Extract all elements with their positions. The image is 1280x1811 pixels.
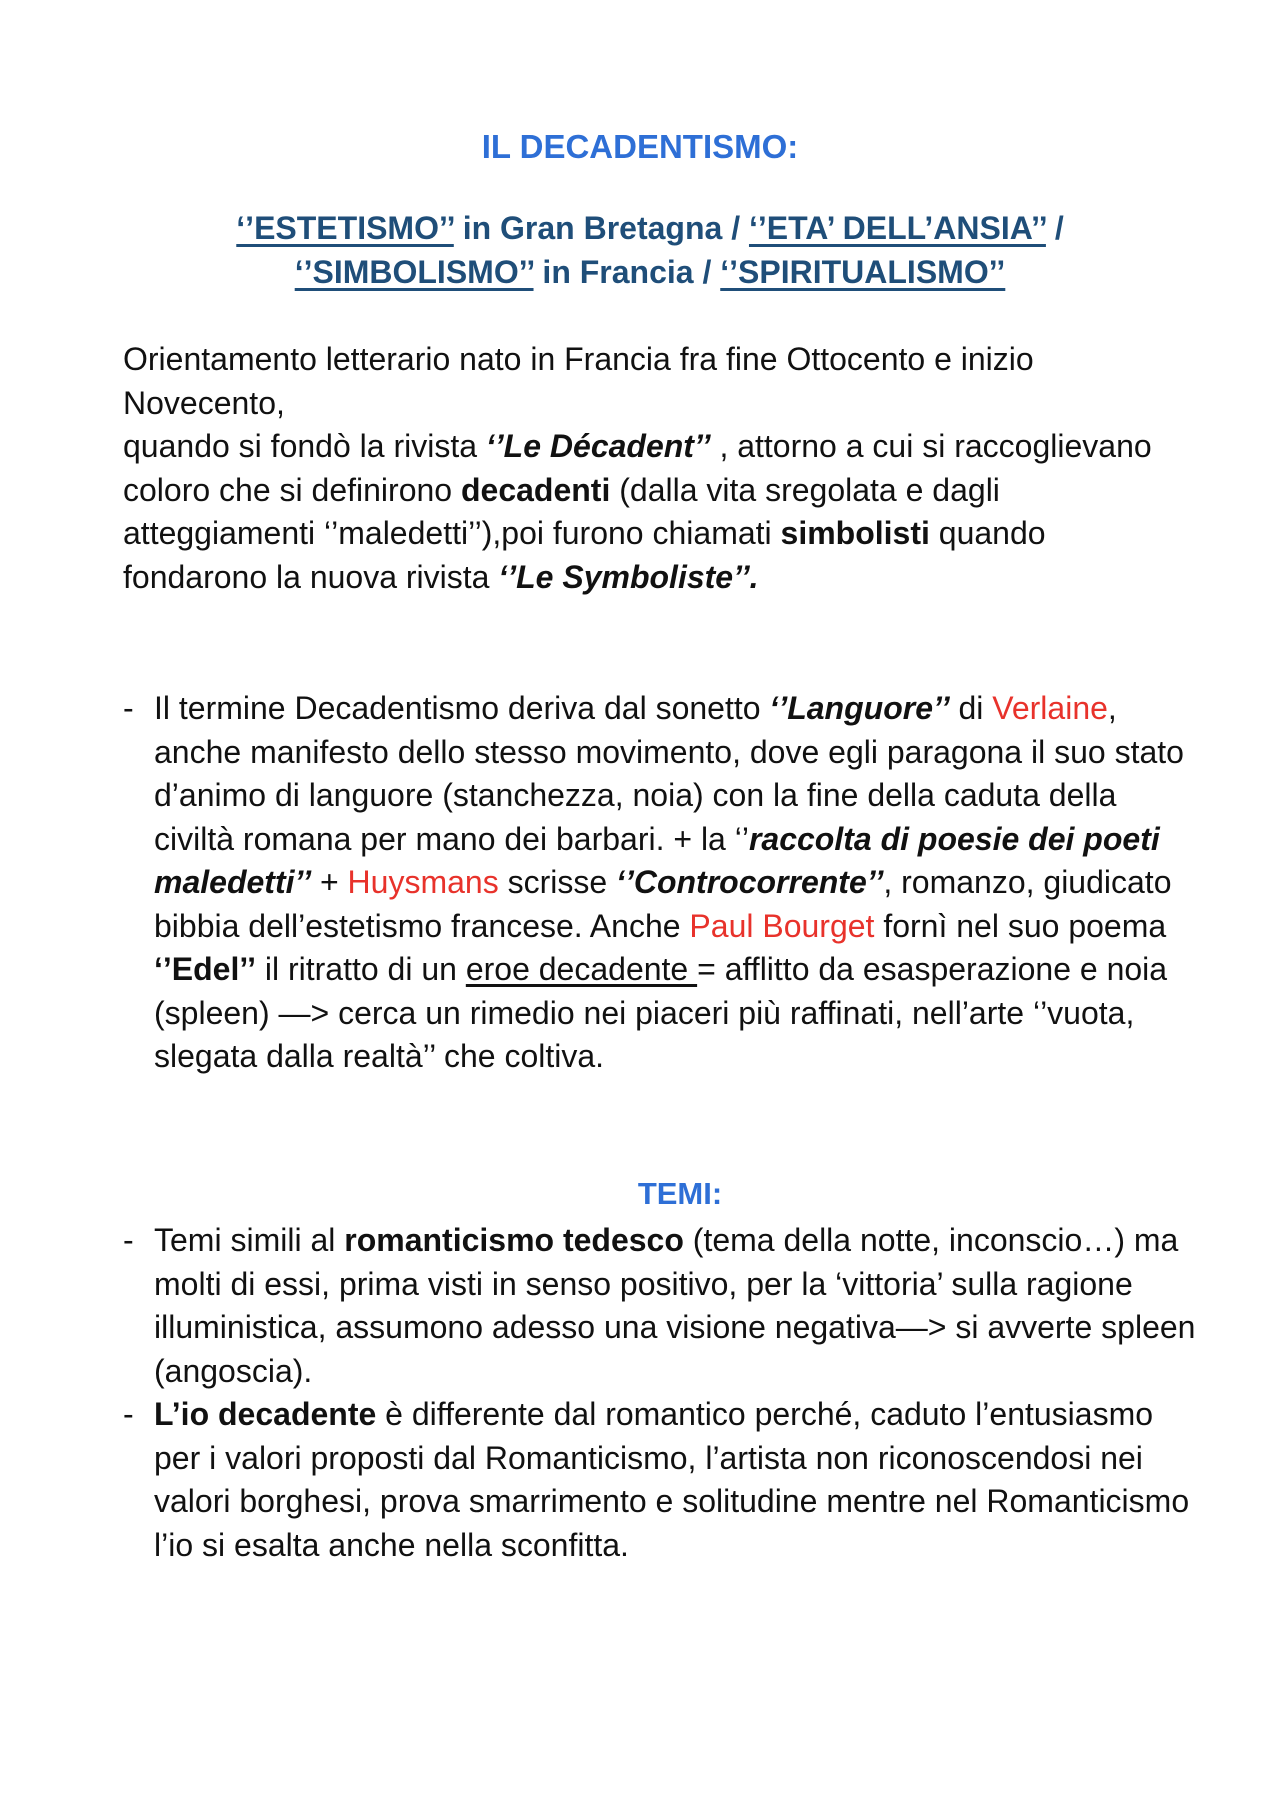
- item-text: , anche manifesto dello stesso movimento, dove egli paragona il suo stato d’animo di languore (stanchezza, noia) con la fine della caduta della civiltà romana per mano dei barbari. + la ‘’: [154, 690, 1184, 857]
- term-eroe-decadente: eroe decadente: [465, 951, 698, 987]
- list-item: [123, 1219, 1200, 1393]
- dash-bullet: -: [123, 690, 134, 726]
- journal-le-decadent: ‘’Le Décadent’’: [485, 428, 711, 464]
- work-controcorrente: ‘’Controcorrente’’: [616, 864, 884, 900]
- subtitle-eta: ‘’ETA’ DELL’ANSIA’’: [748, 210, 1046, 246]
- item-text: Il termine Decadentismo deriva dal sonetto: [154, 690, 770, 726]
- dash-bullet: -: [123, 1396, 134, 1432]
- subtitle-sep: /: [1045, 210, 1064, 246]
- author-verlaine: Verlaine: [992, 690, 1108, 726]
- list-item: [123, 687, 1200, 1079]
- intro-line-1: Orientamento letterario nato in Francia fra fine Ottocento e inizio Novecento,: [123, 341, 1034, 421]
- dash-bullet: -: [123, 1222, 134, 1258]
- item-text: (tema della notte, inconscio…) ma molti di essi, prima visti in senso positivo, per la ‘vittoria’ sulla ragione illuministica, assumono adesso una visione negativa—> si avverte spleen (angoscia).: [154, 1222, 1196, 1389]
- term-decadenti: decadenti: [460, 471, 611, 508]
- work-languore: ‘’Languore’’: [769, 690, 950, 726]
- intro-paragraph: [123, 338, 1180, 599]
- author-paul-bourget: Paul Bourget: [689, 907, 875, 944]
- work-edel: ‘’Edel’’: [154, 951, 256, 987]
- journal-le-symboliste: ‘’Le Symboliste’’.: [498, 558, 759, 595]
- item-text: è differente dal romantico perché, caduto l’entusiasmo per i valori proposti dal Romanticismo, l’artista non riconoscendosi nei valori borghesi, prova smarrimento e solitudine mentre nel Romanticismo l’io si esalta anche nella sconfitta.: [154, 1396, 1190, 1563]
- subtitle-spiritualismo: ‘’SPIRITUALISMO’’: [720, 254, 1006, 290]
- item-text: di: [949, 690, 993, 726]
- subtitle-simbolismo: ‘’SIMBOLISMO’’: [294, 254, 534, 290]
- list-item: [123, 1393, 1200, 1567]
- intro-text: quando fondarono la nuova rivista: [123, 515, 1046, 595]
- bullet-list-themes: [123, 1219, 1200, 1567]
- item-text: Temi simili al: [154, 1222, 345, 1258]
- item-text: il ritratto di un: [255, 951, 466, 987]
- subtitle-gb: in Gran Bretagna /: [453, 210, 749, 246]
- item-text: = afflitto da esasperazione e noia (spleen) —> cerca un rimedio nei piaceri più raffinati, nell’arte ‘’vuota, slegata dalla realtà’’ che coltiva.: [154, 951, 1168, 1074]
- intro-text: (dalla vita sregolata e dagli atteggiamenti ‘’maledetti’’),poi furono chiamati: [123, 471, 1000, 551]
- term-io-decadente: L’io decadente: [154, 1396, 377, 1432]
- author-huysmans: Huysmans: [347, 864, 499, 900]
- bullet-list-origin: [123, 687, 1200, 1079]
- intro-line-2: [123, 425, 1180, 599]
- term-romanticismo-tedesco: romanticismo tedesco: [344, 1222, 684, 1258]
- work-poeti-maledetti: raccolta di poesie dei poeti maledetti’’: [154, 820, 1160, 900]
- item-text: scrisse: [498, 864, 617, 900]
- section-heading-temi: TEMI:: [637, 1176, 723, 1211]
- page-title: IL DECADENTISMO:: [481, 128, 799, 165]
- term-simbolisti: simbolisti: [780, 515, 930, 551]
- item-text: +: [311, 864, 348, 900]
- subtitle-estetismo: ‘’ESTETISMO’’: [236, 210, 454, 246]
- intro-text: quando si fondò la rivista: [123, 428, 486, 464]
- item-text: , romanzo, giudicato bibbia dell’estetismo francese. Anche: [154, 864, 1172, 944]
- subtitle: [80, 206, 1220, 294]
- subtitle-francia: in Francia /: [533, 254, 721, 290]
- item-text: fornì nel suo poema: [874, 907, 1167, 944]
- intro-text: , attorno a cui si raccoglievano coloro che si definirono: [123, 428, 1152, 508]
